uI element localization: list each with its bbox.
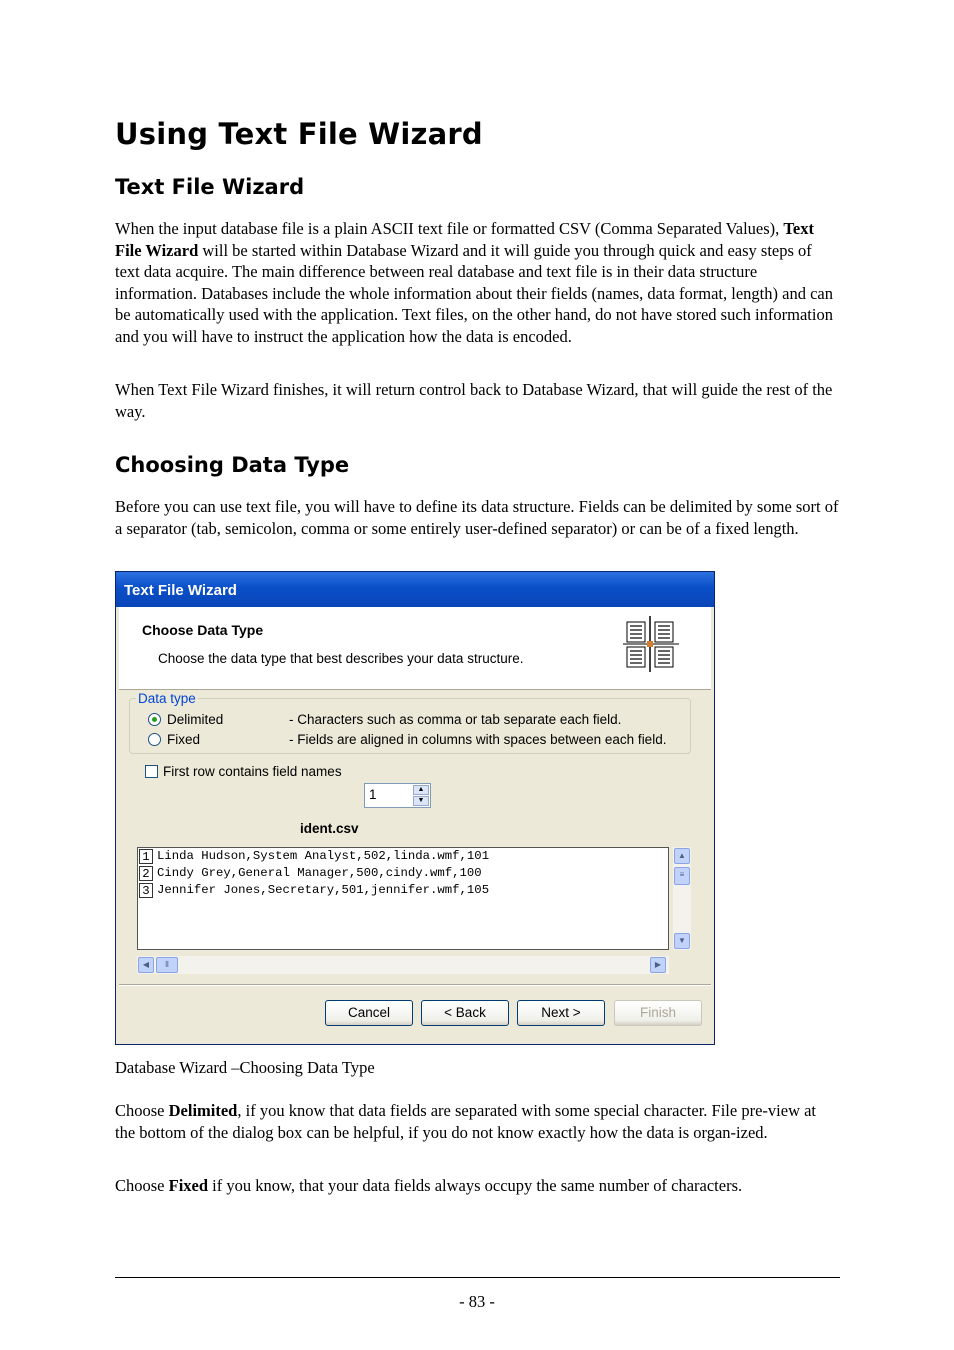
scroll-left-icon[interactable]: ◀ <box>138 957 154 973</box>
preview-row <box>139 883 489 900</box>
scroll-down-icon[interactable]: ▼ <box>674 933 690 949</box>
fixed-radio[interactable] <box>148 733 161 746</box>
text-file-wizard-dialog <box>115 571 715 1045</box>
spin-up-icon[interactable]: ▲ <box>413 785 429 795</box>
scroll-thumb[interactable]: ≡ <box>674 867 690 885</box>
dialog-header-panel <box>119 607 711 690</box>
finish-button[interactable]: Finish <box>614 1000 702 1026</box>
fixed-paragraph: Choose Fixed if you know, that your data fields always occupy the same number of characters. <box>115 1176 743 1195</box>
page-title: Using Text File Wizard <box>115 117 483 151</box>
back-button[interactable]: < Back <box>421 1000 509 1026</box>
preview-row <box>139 866 482 883</box>
row-text: Linda Hudson,System Analyst,502,linda.wmf,101 <box>157 849 490 863</box>
section-heading-text-file-wizard: Text File Wizard <box>115 175 305 199</box>
vertical-scrollbar[interactable] <box>673 847 691 950</box>
cancel-button[interactable]: Cancel <box>325 1000 413 1026</box>
dialog-header-title: Choose Data Type <box>142 622 264 638</box>
row-number: 2 <box>139 866 153 881</box>
button-separator <box>119 984 711 986</box>
scroll-right-icon[interactable]: ▶ <box>650 957 666 973</box>
dialog-header-subtitle: Choose the data type that best describes your data structure. <box>158 651 524 666</box>
first-row-field-names-label[interactable]: First row contains field names <box>163 764 342 779</box>
intro-paragraph: When the input database file is a plain ASCII text file or formatted CSV (Comma Separated Values), Text File Wizard will be started within Database Wizard and it will guide you through quick and easy steps of text data acquire. The main difference between real database and text file is in their data structure information. Databases include the whole information about their fields (names, data format, length) and can be automatically used with the application. Text files, on the other hand, do not have stored such information and you will have to instruct the application how the data is encoded. <box>115 219 833 346</box>
delimited-description: - Characters such as comma or tab separate each field. <box>289 712 622 727</box>
horizontal-scrollbar[interactable] <box>137 956 669 974</box>
file-preview-box[interactable] <box>137 847 669 950</box>
scroll-up-icon[interactable]: ▲ <box>674 848 690 864</box>
bold-term: Fixed <box>168 1176 209 1195</box>
fixed-label[interactable]: Fixed <box>167 732 201 747</box>
file-name-label: ident.csv <box>300 821 359 836</box>
bold-term: Text File Wizard <box>115 219 814 260</box>
row-number: 3 <box>139 883 153 898</box>
spin-down-icon[interactable]: ▼ <box>413 796 429 806</box>
data-type-group-label: Data type <box>138 691 196 706</box>
preview-row <box>139 849 489 866</box>
page-number: - 83 - <box>459 1292 495 1311</box>
fixed-description: - Fields are aligned in columns with spaces between each field. <box>289 732 667 747</box>
horizontal-scroll-thumb[interactable]: ⦀ <box>156 957 178 973</box>
figure-caption: Database Wizard –Choosing Data Type <box>115 1058 375 1077</box>
start-row-value[interactable]: 1 <box>369 787 377 802</box>
data-structure-paragraph: Before you can use text file, you will have to define its data structure. Fields can be delimited by some sort of a separator (tab, semicolon, comma or some entirely user-defined separator) or can be of a fixed length. <box>115 497 839 538</box>
columns-wizard-icon <box>621 614 681 674</box>
delimited-label[interactable]: Delimited <box>167 712 224 727</box>
start-row-spinner[interactable] <box>364 783 431 808</box>
wizard-return-paragraph: When Text File Wizard finishes, it will return control back to Database Wizard, that will guide the rest of the way. <box>115 380 833 421</box>
next-button[interactable]: Next > <box>517 1000 605 1026</box>
bold-term: Delimited <box>168 1101 238 1120</box>
row-text: Jennifer Jones,Secretary,501,jennifer.wmf,105 <box>157 883 490 897</box>
radio-selected-dot <box>152 717 157 722</box>
first-row-field-names-checkbox[interactable] <box>145 765 158 778</box>
delimited-radio[interactable] <box>148 713 161 726</box>
delimited-paragraph: Choose Delimited, if you know that data fields are separated with some special character. File pre-view at the bottom of the dialog box can be helpful, if you do not know exactly how the data is organ-ized. <box>115 1101 817 1142</box>
footer-divider <box>115 1277 840 1278</box>
row-text: Cindy Grey,General Manager,500,cindy.wmf,100 <box>157 866 482 880</box>
section-heading-choosing-data-type: Choosing Data Type <box>115 453 350 477</box>
dialog-title-bar: Text File Wizard <box>116 572 714 607</box>
row-number: 1 <box>139 849 153 864</box>
